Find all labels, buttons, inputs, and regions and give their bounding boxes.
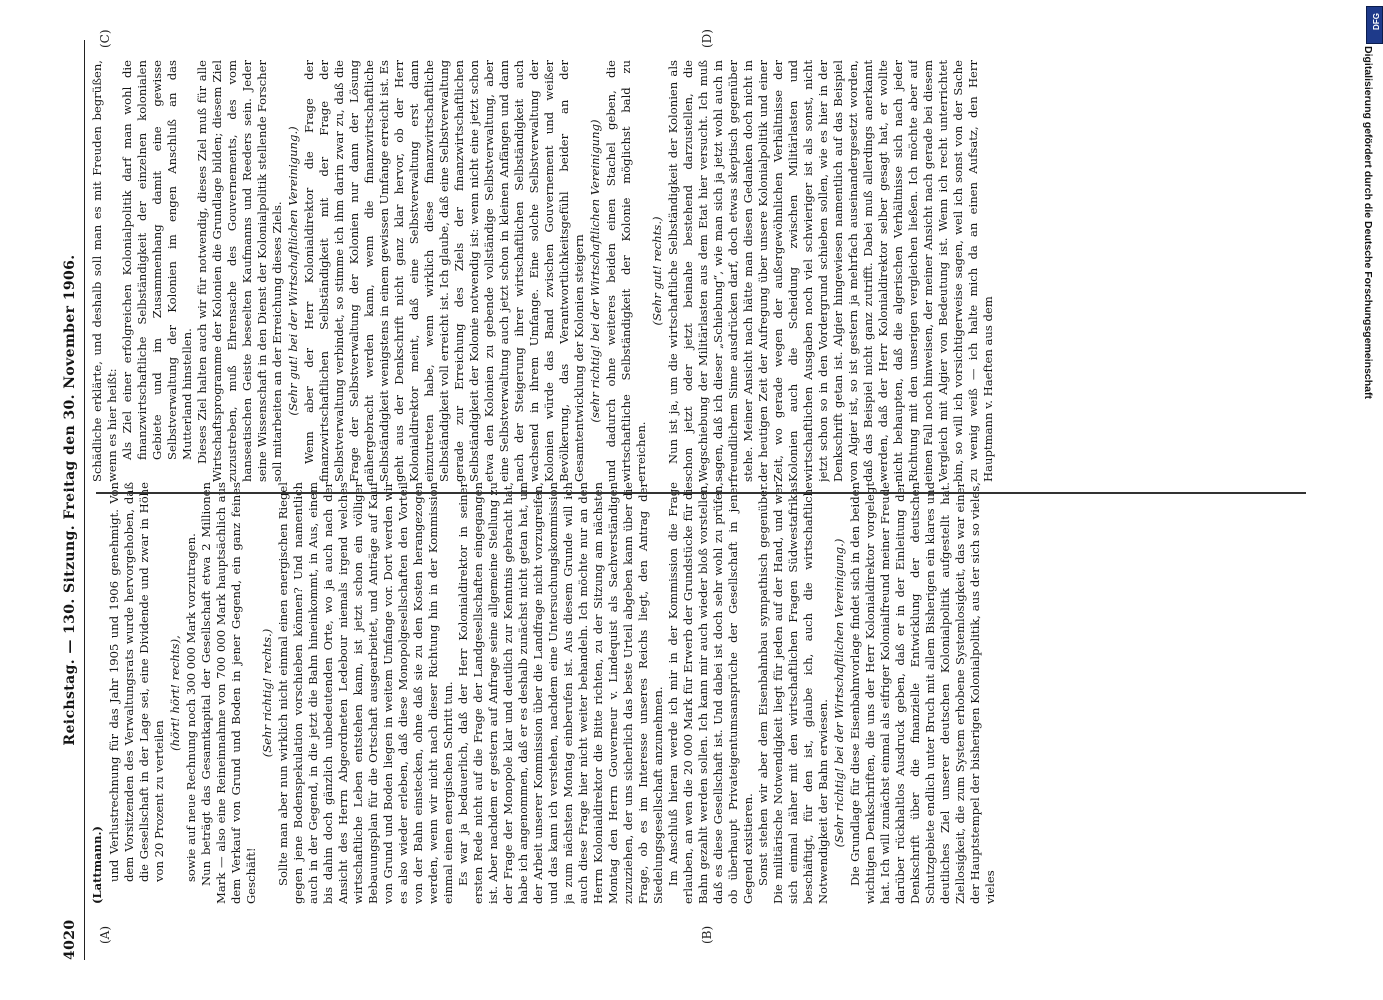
header-rule — [84, 40, 85, 960]
right-text-column — [90, 60, 1312, 482]
left-column-interjection: (hört! hört! rechts), — [168, 635, 182, 751]
left-column-paragraph: und Verlustrechnung für das Jahr 1905 und 1906 genehmigt. Von dem Vorsitzenden des Verwaltungsrats wurde hervorgehoben, daß die Gesellschaft in der Lage sei, eine Dividende und zwar in Höhe von 20 Prozent zu verteilen — [107, 482, 166, 882]
left-column-paragraph: Es war ja bedauerlich, daß der Herr Kolonialdirektor in seiner ersten Rede nicht auf die Frage der Landgesellschaften eingegangen ist. Aber nachdem er gestern auf Anfrage seine allgemeine Stellung zu der Frage der Monopole klar und deutlich zur Kenntnis gebracht hat, habe ich angenommen, daß er es deshalb zunächst nicht getan hat, um der Arbeit unserer Kommission über die Landfrage nicht vorzugreifen, und das kann ich verstehen, nachdem eine Untersuchungskommission ja zum nächsten Montag einberufen ist. Aus diesem Grunde will ich auch diese Frage hier nicht weiter behandeln. Ich möchte nur an den Herrn Kolonialdirektor die Bitte richten, zu der Sitzung am nächsten Montag den Herrn Gouverneur v. Lindequist als Sachverständigen zuzuziehen, der uns sicherlich das beste Urteil abgeben kann über die Frage, ob es im Interesse unseres Reichs liegt, den Antrag der Siedelungsgesellschaft anzunehmen. — [456, 482, 665, 904]
margin-marker-a: (A) — [98, 925, 112, 944]
left-column-paragraph: Sonst stehen wir aber dem Eisenbahnbau sympathisch gegenüber. Die militärische Notwendigkeit liegt für jeden auf der Hand, und wer sich einmal näher mit den wirtschaftlichen Fragen Südwestafrikas beschäftigt, für den ist, glaube ich, auch die wirtschaftliche Notwendigkeit der Bahn erwiesen. — [756, 482, 830, 904]
right-column-paragraph: Schädliche erklärte, und deshalb soll man es mit Freuden begrüßen, wenn es hier heißt: — [90, 60, 119, 482]
left-column-paragraph: Sollte man aber nun wirklich nicht einmal einen energischen Riegel gegen jene Bodenspekulation vorschieben können? Und namentlich auch in der Gegend, in die jetzt die Bahn hineinkommt, in Aus, einem bis dahin doch gänzlich unbedeutenden Orte, wo ja auch nach der Ansicht des Herrn Abgeordneten Ledebour niemals irgend welches wirtschaftliche Leben entstehen kann, ist jetzt schon ein völliger Bebauungsplan für die Ortschaft ausgearbeitet, und Anträge auf Kauf von Grund und Boden liegen in weitem Umfange vor. Dort werden wir es also wieder erleben, daß diese Monopolgesellschaften den Vorteil von der Bahn einstecken, ohne daß sie zu den Kosten herangezogen werden, wenn wir nicht nach dieser Richtung hin in der Kommission einmal einen energischen Schritt tun. — [276, 482, 455, 904]
left-column-interjection: (Sehr richtig! rechts.) — [260, 628, 274, 758]
left-column-paragraph: Nun beträgt das Gesamtkapital der Gesellschaft etwa 2 Millionen Mark — also eine Reineinnahme von 700 000 Mark hauptsächlich aus dem Verkauf von Grund und Boden in jener Gegend, ein ganz feines Geschäft! — [199, 482, 258, 904]
right-column-paragraph: Nun ist ja, um die wirtschaftliche Selbständigkeit der Kolonien als schon jetzt oder jetzt beinahe bestehend darzustellen, die Wegschiebung der Militärlasten aus dem Etat hier versucht. Ich muß sagen, daß ich dieser „Schiebung“, wie man sich ja jetzt wohl auch in freundlichem Sinne ausdrücken darf, doch etwas skeptisch gegenüber stehe. Meiner Ansicht nach hätte man diesen Gedanken doch nicht in der heutigen Zeit der Aufregung über unsere Kolonialpolitik und einer Zeit, wo gerade wegen der außergewöhnlichen Verhältnisse der Kolonien auch die Scheidung zwischen Militärlasten und wirtschaftlichen Ausgaben noch viel schwieriger ist als sonst, nicht jetzt schon so in den Vordergrund schieben sollen, wie es hier in der Denkschrift getan ist. Algier hingewiesen namentlich auf das Beispiel von Algier ist, so ist gestern ja mehrfach auseinandergesetzt worden, daß das Beispiel nicht ganz zutrifft. Dabei muß allerdings anerkannt werden, daß der Herr Kolonialdirektor selber gesagt hat, er wollte nicht behaupten, daß die algerischen Verhältnisse sich nach jeder Richtung mit den unserigen vergleichen ließen. Ich möchte aber auf einen Fall noch hinweisen, der meiner Ansicht nach gerade bei diesem Vergleich mit Algier von Bedeutung ist. Wenn ich recht unterrichtet bin, so will ich vorsichtigerweise sagen, weil ich sonst von der Sache zu wenig weiß — ich halte mich da an einen Aufsatz, den Herr Hauptmann v. Haeften aus dem — [666, 60, 995, 482]
left-column-paragraph: Im Anschluß hieran werde ich mir in der Kommission die Frage erlauben, an wen die 20 000 Mark für Erwerb der Grundstücke für die Bahn gezahlt werden sollen. Ich kann mir auch wieder bloß vorstellen, daß es diese Gesellschaft ist. Und dabei ist doch sehr wohl zu prüfen, ob überhaupt Privateigentumsansprüche der Gesellschaft in jener Gegend existieren. — [666, 482, 755, 904]
left-column-paragraph: sowie auf neue Rechnung noch 300 000 Mark vorzutragen. — [184, 533, 198, 882]
right-column-paragraph: Dieses Ziel halten auch wir für notwendig, dieses Ziel muß für alle Wirtschaftsprogramme der Kolonien die Grundlage bilden; diesem Ziel zuzustreben, muß Ehrensache des Gouvernements, des vom hanseatischen Geiste beseelten Kaufmanns und Reeders sein. Jeder seine Wissenschaft in den Dienst der Kolonialpolitik stellende Forscher soll mitarbeiten an der Erreichung dieses Ziels. — [195, 60, 284, 482]
left-column-interjection: (Sehr richtig! bei der Wirtschaftlichen Vereinigung.) — [832, 538, 846, 848]
right-column-interjection: (Sehr gut! rechts.) — [650, 216, 664, 326]
right-column-paragraph: Wenn aber der Herr Kolonialdirektor die Frage der finanzwirtschaftlichen Selbständigkeit mit der Frage der Selbstverwaltung verbindet, so stimme ich ihm darin zwar zu, daß die Frage der Selbstverwaltung der Kolonien nur dann der Lösung nähergebracht werden kann, wenn die finanzwirtschaftliche Selbständigkeit wenigstens in einem gewissen Umfange erreicht ist. Es geht aus der Denkschrift nicht ganz klar hervor, ob der Herr Kolonialdirektor meint, daß eine Selbstverwaltung erst dann einzutreten habe, wenn wirklich diese finanzwirtschaftliche Selbständigkeit voll erreicht ist. Ich glaube, daß eine Selbstverwaltung gerade zur Erreichung des Ziels der finanzwirtschaftlichen Selbständigkeit der Kolonie notwendig ist: wenn nicht eine jetzt schon etwa den Kolonien zu gebende vollständige Selbstverwaltung, aber eine Selbstverwaltung auch jetzt schon in kleinen Anfängen und dann nach der Steigerung ihrer wirtschaftlichen Selbständigkeit auch wachsend in ihrem Umfange. Eine solche Selbstverwaltung der Kolonien würde das Band zwischen Gouvernement und weißer Bevölkerung, das Verantwortlichkeitsgefühl beider an der Gesamtentwicklung der Kolonien steigern — [302, 60, 586, 482]
dfg-logo-icon — [1366, 6, 1383, 44]
page-number: 4020 — [62, 919, 78, 960]
right-column-interjection: (sehr richtig! bei der Wirtschaftlichen Vereinigung) — [588, 119, 602, 423]
page-header — [58, 40, 84, 960]
speaker-name: (Lattmann.) — [90, 825, 104, 904]
margin-marker-d: (D) — [700, 29, 714, 48]
digitization-credit-text: Digitalisierung gefördert durch die Deutsche Forschungsgemeinschaft — [1362, 46, 1374, 399]
dfg-logo-text: DFG — [1371, 13, 1381, 30]
right-column-paragraph: und dadurch ohne weiteres beiden einen Stachel geben, die wirtschaftliche Selbständigkeit der Kolonie möglichst bald zu erreichen. — [604, 60, 648, 482]
margin-marker-c: (C) — [98, 29, 112, 48]
column-divider — [96, 492, 1306, 494]
right-column-paragraph: Als Ziel einer erfolgreichen Kolonialpolitik darf man wohl die finanzwirtschaftliche Selbständigkeit der einzelnen kolonialen Gebiete und im Zusammenhang damit eine gewisse Selbstverwaltung der Kolonien im engen Anschluß an das Mutterland hinstellen. — [120, 60, 194, 460]
running-title: Reichstag. — 130. Sitzung. Freitag den 30. November 1906. — [62, 254, 78, 746]
right-column-interjection: (Sehr gut! bei der Wirtschaftlichen Vereinigung.) — [286, 126, 300, 416]
digitization-credit — [1360, 46, 1382, 606]
left-text-column — [90, 482, 1312, 904]
margin-marker-b: (B) — [700, 925, 714, 944]
left-column-paragraph: Die Grundlage für diese Eisenbahnvorlage findet sich in den beiden wichtigen Denkschriften, die uns der Herr Kolonialdirektor vorgelegt hat. Ich will zunächst einmal als eifriger Kolonialfreund meiner Freude darüber rückhaltlos Ausdruck geben, daß er in der Einleitung der Denkschrift über die finanzielle Entwicklung der deutschen Schutzgebiete endlich unter Bruch mit allem Bisherigen ein klares und deutliches Ziel unserer deutschen Kolonialpolitik aufgestellt hat. Ziellosigkeit, die zum System erhobene Systemlosigkeit, das war einer der Hauptstempel der bisherigen Kolonialpolitik, aus der sich so vieles, vieles — [848, 482, 997, 904]
